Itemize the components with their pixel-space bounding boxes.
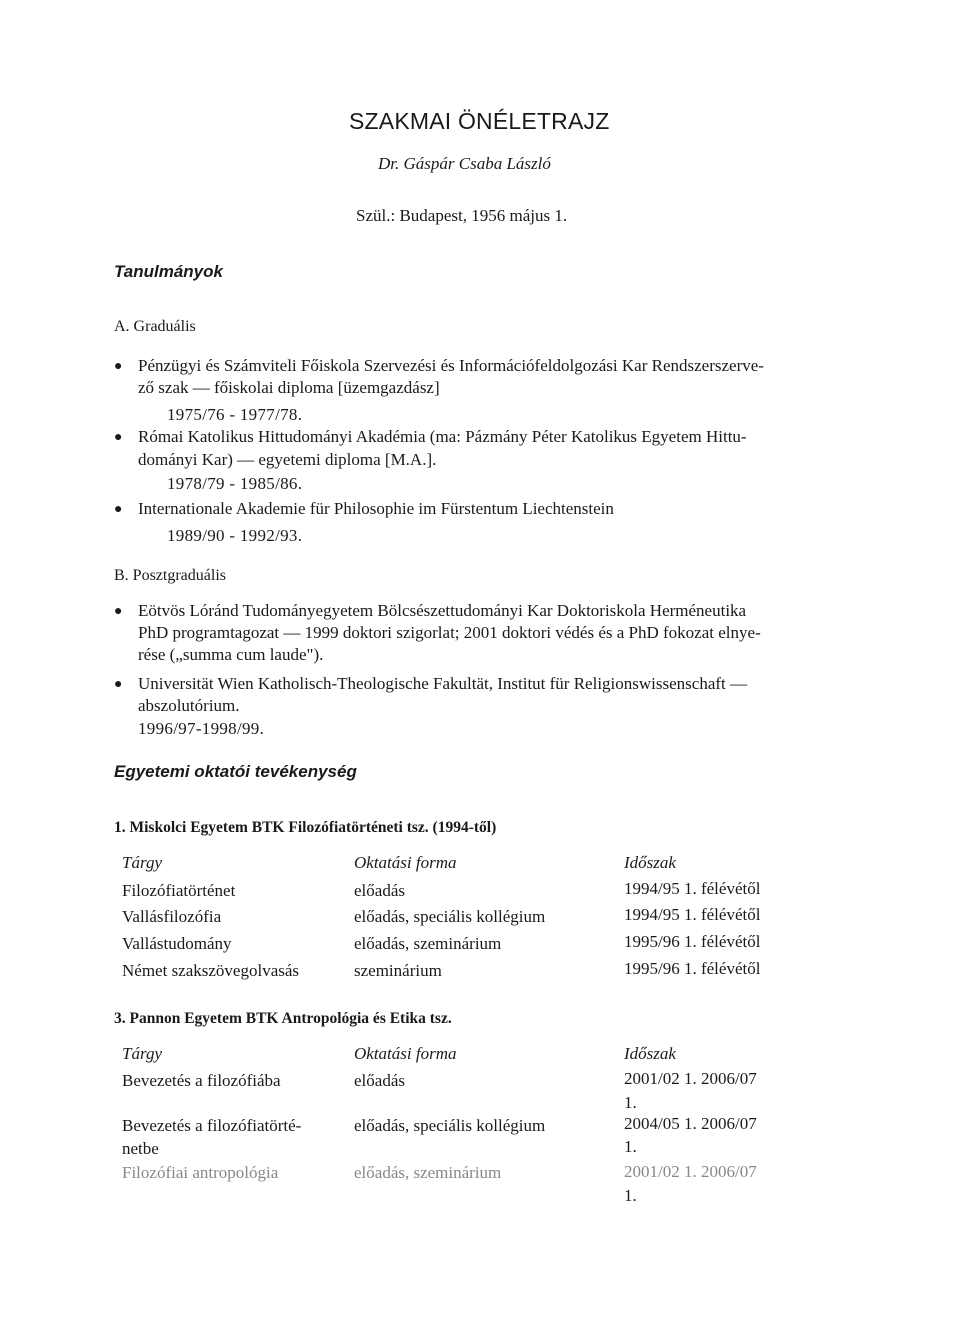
s1-row-1-subject: Filozófiatörténet xyxy=(122,881,236,900)
graduate-label: A. Graduális xyxy=(114,318,196,335)
page-title: SZAKMAI ÖNÉLETRAJZ xyxy=(349,108,610,134)
graduate-item-1-line-1: Pénzügyi és Számviteli Főiskola Szervezési és Információfeldolgozási Kar Rendszerszerve- xyxy=(138,356,764,375)
s3-row-3-period-line-1: 2001/02 1. 2006/07 xyxy=(624,1162,757,1181)
graduate-item-1-line-2: ző szak — főiskolai diploma [üzemgazdász] xyxy=(138,378,440,397)
bullet-icon: ● xyxy=(114,359,123,374)
graduate-item-2-line-1: Római Katolikus Hittudományi Akadémia (ma: Pázmány Péter Katolikus Egyetem Hittu- xyxy=(138,427,747,446)
s3-row-2-subject-line-1: Bevezetés a filozófiatörté- xyxy=(122,1116,302,1135)
bullet-icon: ● xyxy=(114,430,123,445)
bullet-icon: ● xyxy=(114,502,123,517)
postgraduate-item-2-line-2: abszolutórium. xyxy=(138,696,240,715)
postgraduate-item-2-line-1: Universität Wien Katholisch-Theologische Fakultät, Institut für Religionswissenschaft — xyxy=(138,674,748,693)
teaching-heading: Egyetemi oktatói tevékenység xyxy=(114,762,357,781)
s3-row-1-form: előadás xyxy=(354,1071,405,1090)
col-header-period: Időszak xyxy=(624,1044,676,1063)
postgraduate-item-1-line-2: PhD programtagozat — 1999 doktori szigorlat; 2001 doktori védés és a PhD fokozat elnye- xyxy=(138,623,761,642)
bullet-icon: ● xyxy=(114,677,123,692)
col-header-subject: Tárgy xyxy=(122,853,162,872)
s3-row-1-period-line-2: 1. xyxy=(624,1093,637,1112)
graduate-item-1-years: 1975/76 - 1977/78. xyxy=(167,405,303,424)
s3-row-1-period-line-1: 2001/02 1. 2006/07 xyxy=(624,1069,757,1088)
graduate-item-2-years: 1978/79 - 1985/86. xyxy=(167,474,303,493)
postgraduate-item-1-line-1: Eötvös Lóránd Tudományegyetem Bölcsészettudományi Kar Doktoriskola Herméneutika xyxy=(138,601,747,620)
bullet-icon: ● xyxy=(114,604,123,619)
col-header-form: Oktatási forma xyxy=(354,853,457,872)
s3-row-3-form: előadás, szeminárium xyxy=(354,1163,502,1182)
s3-row-2-period-line-2: 1. xyxy=(624,1137,637,1156)
studies-heading: Tanulmányok xyxy=(114,262,223,281)
s1-row-4-form: szeminárium xyxy=(354,961,442,980)
s1-row-3-subject: Vallástudomány xyxy=(122,934,232,953)
s1-row-1-form: előadás xyxy=(354,881,405,900)
s1-row-3-form: előadás, szeminárium xyxy=(354,934,502,953)
s1-row-2-subject: Vallásfilozófia xyxy=(122,907,222,926)
col-header-form: Oktatási forma xyxy=(354,1044,457,1063)
col-header-subject: Tárgy xyxy=(122,1044,162,1063)
s1-row-4-subject: Német szakszövegolvasás xyxy=(122,961,300,980)
graduate-item-2-line-2: dományi Kar) — egyetemi diploma [M.A.]. xyxy=(138,450,437,469)
s3-row-3-period-line-2: 1. xyxy=(624,1186,637,1205)
s1-row-2-period: 1994/95 1. félévétől xyxy=(624,905,761,924)
s3-row-3-subject: Filozófiai antropológia xyxy=(122,1163,279,1182)
s1-row-2-form: előadás, speciális kollégium xyxy=(354,907,546,926)
s3-row-2-period-line-1: 2004/05 1. 2006/07 xyxy=(624,1114,757,1133)
s1-row-4-period: 1995/96 1. félévétől xyxy=(624,959,761,978)
s1-row-1-period: 1994/95 1. félévétől xyxy=(624,879,761,898)
author-name: Dr. Gáspár Csaba László xyxy=(378,154,551,173)
s3-row-2-form: előadás, speciális kollégium xyxy=(354,1116,546,1135)
col-header-period: Időszak xyxy=(624,853,676,872)
s3-row-1-subject: Bevezetés a filozófiába xyxy=(122,1071,281,1090)
postgraduate-item-2-years: 1996/97-1998/99. xyxy=(138,719,265,738)
section-3-title: 3. Pannon Egyetem BTK Antropológia és Etika tsz. xyxy=(114,1010,452,1027)
graduate-item-3-years: 1989/90 - 1992/93. xyxy=(167,526,303,545)
postgraduate-label: B. Posztgraduális xyxy=(114,567,226,584)
section-1-title: 1. Miskolci Egyetem BTK Filozófiatörténeti tsz. (1994-től) xyxy=(114,819,497,836)
s1-row-3-period: 1995/96 1. félévétől xyxy=(624,932,761,951)
s3-row-2-subject-line-2: netbe xyxy=(122,1139,159,1158)
birth-info: Szül.: Budapest, 1956 május 1. xyxy=(356,206,568,225)
postgraduate-item-1-line-3: rése („summa cum laude"). xyxy=(138,645,324,664)
graduate-item-3-line-1: Internationale Akademie für Philosophie im Fürstentum Liechtenstein xyxy=(138,499,614,518)
